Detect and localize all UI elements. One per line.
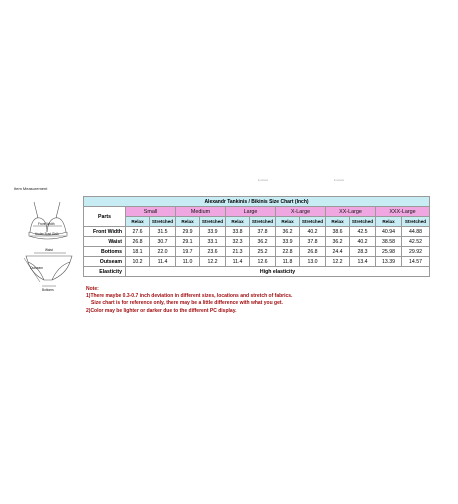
measurement-cell: 13.39: [376, 257, 402, 267]
measurement-cell: 26.8: [126, 237, 150, 247]
measurement-cell: 36.2: [250, 237, 276, 247]
tiny-mark-1: k-xxxxx: [258, 178, 268, 182]
measurement-cell: 19.7: [176, 247, 200, 257]
note-reference: Size chart is for reference only, there may be a little difference with what you get.: [91, 300, 283, 307]
notes-block: [86, 286, 292, 315]
measurement-cell: 44.88: [402, 227, 430, 237]
measurement-cell: 37.8: [250, 227, 276, 237]
sub-header-stretched: Stretched: [350, 217, 376, 227]
measurement-cell: 14.57: [402, 257, 430, 267]
table-title: Alexandr Tankinis / Bikinis Size Chart (Inch): [84, 197, 430, 207]
measurement-cell: 12.2: [200, 257, 226, 267]
measurement-cell: 18.1: [126, 247, 150, 257]
measurement-cell: 12.2: [326, 257, 350, 267]
measurement-cell: 40.94: [376, 227, 402, 237]
measurement-cell: 22.0: [150, 247, 176, 257]
tiny-mark-2: k-xxxxx: [334, 178, 344, 182]
sub-header-relax: Relax: [276, 217, 300, 227]
sub-header-stretched: Stretched: [250, 217, 276, 227]
measurement-cell: 29.9: [176, 227, 200, 237]
measurement-cell: 33.9: [200, 227, 226, 237]
elasticity-value: High elasticity: [126, 267, 430, 277]
size-header-small: Small: [126, 207, 176, 217]
note-deviation: 1)There maybe 0.3-0.7 inch deviation in different sizes, locations and stretch of fabrics.: [86, 293, 293, 300]
size-header-x-large: X-Large: [276, 207, 326, 217]
sub-header-relax: Relax: [126, 217, 150, 227]
size-header-medium: Medium: [176, 207, 226, 217]
measurement-cell: 11.4: [150, 257, 176, 267]
size-header-xx-large: XX-Large: [326, 207, 376, 217]
measurement-cell: 40.2: [300, 227, 326, 237]
measurement-cell: 27.6: [126, 227, 150, 237]
measurement-cell: 11.4: [226, 257, 250, 267]
measurement-cell: 11.8: [276, 257, 300, 267]
item-measurement-label: Item Measurement: [14, 186, 48, 191]
table-body: [84, 227, 430, 267]
measurement-cell: 33.1: [200, 237, 226, 247]
sub-header-stretched: Stretched: [402, 217, 430, 227]
bottoms-diagram-label: Bottoms: [42, 288, 54, 292]
size-chart-table: [83, 196, 430, 277]
table-row: [84, 227, 430, 237]
sub-header-relax: Relax: [226, 217, 250, 227]
measurement-cell: 31.5: [150, 227, 176, 237]
measurement-cell: 30.7: [150, 237, 176, 247]
measurement-cell: 10.2: [126, 257, 150, 267]
measurement-cell: 23.6: [200, 247, 226, 257]
sub-header-relax: Relax: [326, 217, 350, 227]
measurement-cell: 24.4: [326, 247, 350, 257]
front-width-diagram-label: Front Width: [38, 222, 55, 226]
table-row: [84, 247, 430, 257]
measurement-cell: 21.3: [226, 247, 250, 257]
measurement-cell: 33.8: [226, 227, 250, 237]
row-part-name: Front Width: [84, 227, 126, 237]
sub-header-relax: Relax: [376, 217, 402, 227]
sub-header-stretched: Stretched: [300, 217, 326, 227]
size-header-large: Large: [226, 207, 276, 217]
parts-header: Parts: [84, 207, 126, 227]
measurement-cell: 13.4: [350, 257, 376, 267]
outseam-arrow: [24, 258, 40, 282]
note-color: 2)Color may be lighter or darker due to the different PC display.: [86, 307, 237, 314]
sub-header-stretched: Stretched: [200, 217, 226, 227]
row-part-name: Waist: [84, 237, 126, 247]
table-row: [84, 257, 430, 267]
measurement-cell: 13.0: [300, 257, 326, 267]
size-header-xxx-large: XXX-Large: [376, 207, 430, 217]
measurement-cell: 26.8: [300, 247, 326, 257]
measurement-cell: 12.6: [250, 257, 276, 267]
swimsuit-diagram: [20, 196, 82, 306]
measurement-cell: 32.3: [226, 237, 250, 247]
measurement-cell: 33.9: [276, 237, 300, 247]
notes-heading: Note:: [86, 286, 99, 292]
measurement-cell: 25.98: [376, 247, 402, 257]
row-part-name: Outseam: [84, 257, 126, 267]
measurement-cell: 40.2: [350, 237, 376, 247]
measurement-cell: 29.92: [402, 247, 430, 257]
sub-header-stretched: Stretched: [150, 217, 176, 227]
measurement-cell: 42.5: [350, 227, 376, 237]
measurement-cell: 28.3: [350, 247, 376, 257]
measurement-cell: 42.52: [402, 237, 430, 247]
measurement-cell: 22.8: [276, 247, 300, 257]
outseam-diagram-label: Outseam: [30, 266, 43, 270]
sub-header-relax: Relax: [176, 217, 200, 227]
measurement-cell: 38.58: [376, 237, 402, 247]
measurement-cell: 36.2: [326, 237, 350, 247]
under-bust-diagram-label: Under Bust Girth: [35, 232, 59, 236]
row-part-name: Bottoms: [84, 247, 126, 257]
elasticity-label: Elasticity: [84, 267, 126, 277]
measurement-cell: 11.0: [176, 257, 200, 267]
measurement-cell: 25.2: [250, 247, 276, 257]
measurement-cell: 37.8: [300, 237, 326, 247]
measurement-cell: 38.6: [326, 227, 350, 237]
table-row: [84, 237, 430, 247]
measurement-cell: 29.1: [176, 237, 200, 247]
measurement-cell: 36.2: [276, 227, 300, 237]
waist-diagram-label: Waist: [45, 248, 53, 252]
